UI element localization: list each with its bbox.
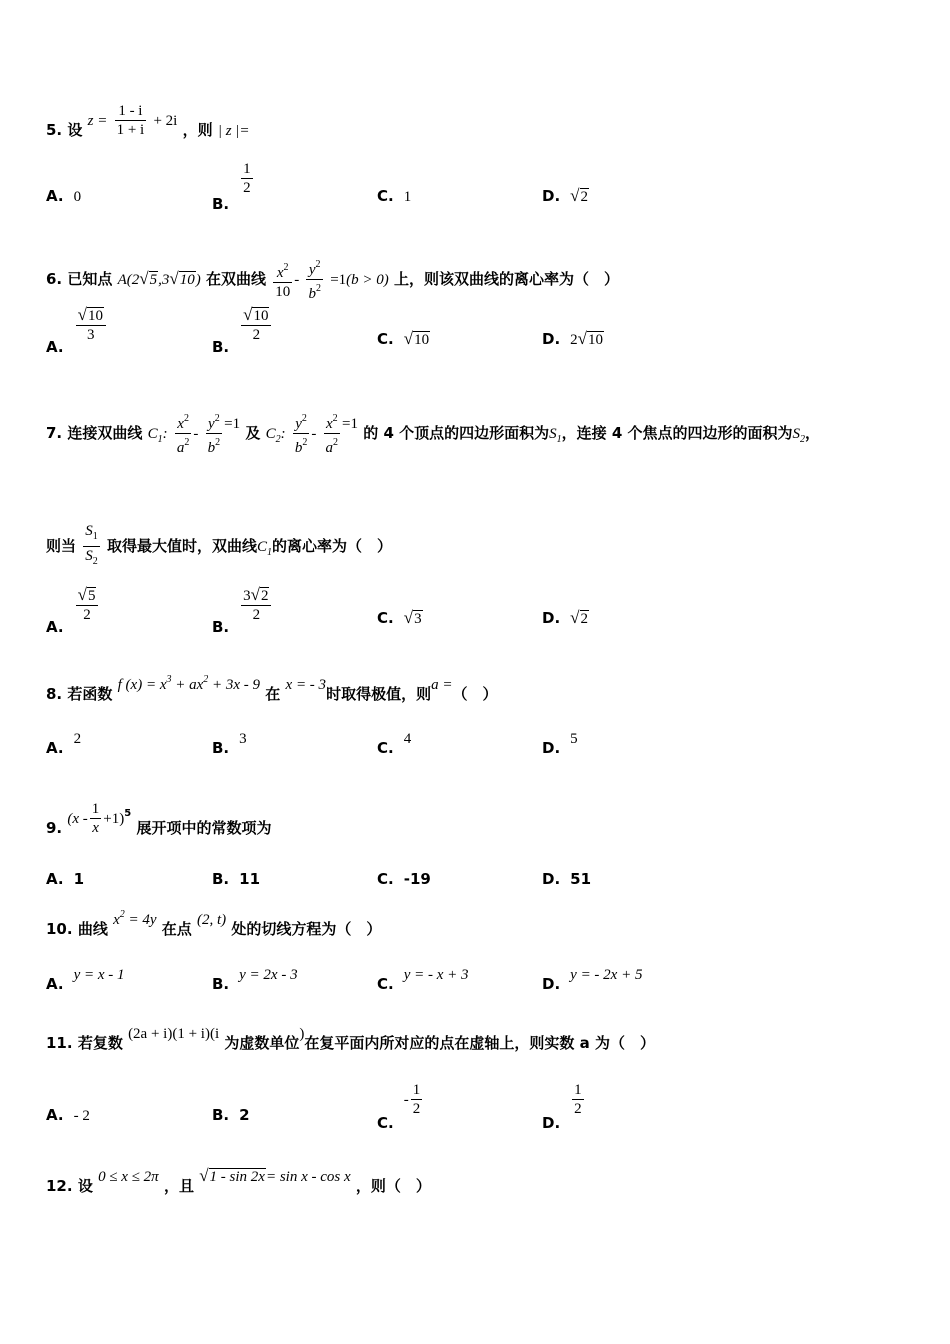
question-number: 7. <box>46 424 63 442</box>
option-c[interactable]: C. √3 <box>377 608 422 627</box>
option-d[interactable]: D. 51 <box>542 870 592 888</box>
math-abs: | z |= <box>217 123 250 139</box>
question-10: 10. 曲线 $x^2 = 4y$ 在点 (2, t) 处的切线方程为（ ） <box>46 909 382 938</box>
question-text: 上，则该双曲线的离心率为（ ） <box>394 270 620 288</box>
option-b[interactable]: B. y = 2x - 3 <box>212 967 298 993</box>
question-text: 的 4 个顶点的四边形面积为 <box>363 424 550 442</box>
option-c[interactable]: C. 4 <box>377 731 412 757</box>
question-7-line2: 则当 $\frac{S_1}{S_2}$ 取得最大值时，双曲线$C_1$的离心率为（ ） <box>46 523 393 567</box>
option-b[interactable]: B. $\frac{3√2}{2}$ <box>212 586 273 624</box>
question-text: ，且 <box>163 1177 194 1195</box>
option-b[interactable]: B. 2 <box>212 1106 250 1124</box>
question-5 <box>46 103 250 149</box>
option-d[interactable]: D. $\frac{1}{2}$ <box>542 1082 582 1132</box>
question-number: 12. <box>46 1177 73 1195</box>
option-c[interactable]: C. 1 <box>377 187 412 205</box>
option-d[interactable]: D. 2√10 <box>542 329 603 348</box>
question-text: 曲线 <box>77 920 108 938</box>
option-d[interactable]: D. y = - 2x + 5 <box>542 967 643 993</box>
option-d[interactable]: D. 5 <box>542 731 578 757</box>
question-number: 5. <box>46 121 63 139</box>
question-text: 取得最大值时，双曲线 <box>106 537 257 555</box>
question-text: 在复平面内所对应的点在虚轴上，则实数 a 为（ ） <box>304 1034 655 1052</box>
question-9: 9. (x - $\frac{1}{x}$ +1)$^5$ 展开项中的常数项为 <box>46 801 272 837</box>
option-a[interactable]: A. y = x - 1 <box>46 967 125 993</box>
question-text: 及 <box>245 424 261 442</box>
question-text: ，连接 4 个焦点的四边形的面积为 <box>561 424 793 442</box>
question-text: （ ） <box>452 685 498 703</box>
question-text: 在 <box>265 685 281 703</box>
question-text: 的离心率为（ ） <box>272 537 393 555</box>
question-number: 6. <box>46 270 63 288</box>
option-a[interactable]: A. $\frac{√5}{2}$ <box>46 586 100 624</box>
math-cond: (b > 0) <box>346 272 389 288</box>
question-11: 11. 若复数 (2a + i)(1 + i)(i 为虚数单位)在复平面内所对应的点在虚轴上，则实数 a 为（ ） <box>46 1026 655 1052</box>
option-a[interactable]: A. 2 <box>46 731 82 757</box>
option-a[interactable]: A. - 2 <box>46 1106 90 1124</box>
question-text: 处的切线方程为（ ） <box>231 920 382 938</box>
option-d[interactable]: D. √2 <box>542 608 588 627</box>
question-text: 已知点 <box>67 270 113 288</box>
question-text: ，则 <box>182 121 213 139</box>
question-8: 8. 若函数 f $(x) = x^3 + ax^2 + 3x - 9$ 在 x = - 3时取得极值，则a =（ ） <box>46 674 498 703</box>
option-c[interactable]: C.- $\frac{1}{2}$ <box>377 1082 421 1132</box>
option-c[interactable]: C. -19 <box>377 870 431 888</box>
option-a[interactable]: A. 0 <box>46 187 82 205</box>
option-b[interactable]: B. 3 <box>212 731 247 757</box>
fraction-y2: $\frac{y^2}{b^2}$ <box>306 256 323 303</box>
math-plus: + 2i <box>153 113 178 129</box>
question-text: 设 <box>77 1177 93 1195</box>
option-a[interactable]: A. 1 <box>46 870 85 888</box>
fraction-x2: $\frac{x^2}{10}$ <box>273 259 292 301</box>
option-b[interactable]: B. $\frac{1}{2}$ <box>212 161 251 213</box>
question-text: 若复数 <box>77 1034 123 1052</box>
question-text: 时取得极值，则 <box>326 685 432 703</box>
question-number: 11. <box>46 1034 73 1052</box>
math-z: z = <box>87 113 108 129</box>
question-7: 7. 连接双曲线 $C_1$: $\frac{x^2}{a^2}$ - $\frac{y^2}{b^2}$ =1 及 $C_2$: $\frac{y^2}{b^2}$ - $\frac{x^2}{a^2}$ =1 的 4 个顶点的四边形面积为$S_1$，连接 4 个焦点的四边形的面积为$S_2$， <box>46 410 820 457</box>
question-text: 在双曲线 <box>205 270 266 288</box>
question-text: ，则（ ） <box>355 1177 431 1195</box>
question-number: 9. <box>46 819 63 837</box>
option-d[interactable]: D. √2 <box>542 186 588 205</box>
question-text: 在点 <box>161 920 192 938</box>
question-text: 若函数 <box>67 685 113 703</box>
option-a[interactable]: A. $\frac{√10}{3}$ <box>46 306 108 344</box>
question-text: 展开项中的常数项为 <box>136 819 272 837</box>
option-b[interactable]: B. $\frac{√10}{2}$ <box>212 306 273 344</box>
question-text: 则当 <box>46 537 77 555</box>
question-number: 10. <box>46 920 73 938</box>
math-eq: =1 <box>330 272 347 288</box>
question-text: 连接双曲线 <box>67 424 143 442</box>
math-point: A(2√5,3√10) <box>117 269 201 288</box>
question-6: 6. 已知点 A(2√5,3√10) 在双曲线 $\frac{x^2}{10}$ - $\frac{y^2}{b^2}$ =1(b > 0) 上，则该双曲线的离心率为（ ） <box>46 256 619 303</box>
question-12: 12. 设 0 ≤ x ≤ 2π ，且 √1 - sin 2x= sin x - cos x ，则（ ） <box>46 1166 431 1195</box>
question-text: 设 <box>67 121 83 139</box>
option-c[interactable]: C. √10 <box>377 329 430 348</box>
question-text: 为虚数单位 <box>224 1034 300 1052</box>
fraction: $\frac{1 - i}{1 + i}$ <box>116 103 145 138</box>
option-b[interactable]: B. 11 <box>212 870 261 888</box>
option-c[interactable]: C. y = - x + 3 <box>377 967 469 993</box>
question-number: 8. <box>46 685 63 703</box>
